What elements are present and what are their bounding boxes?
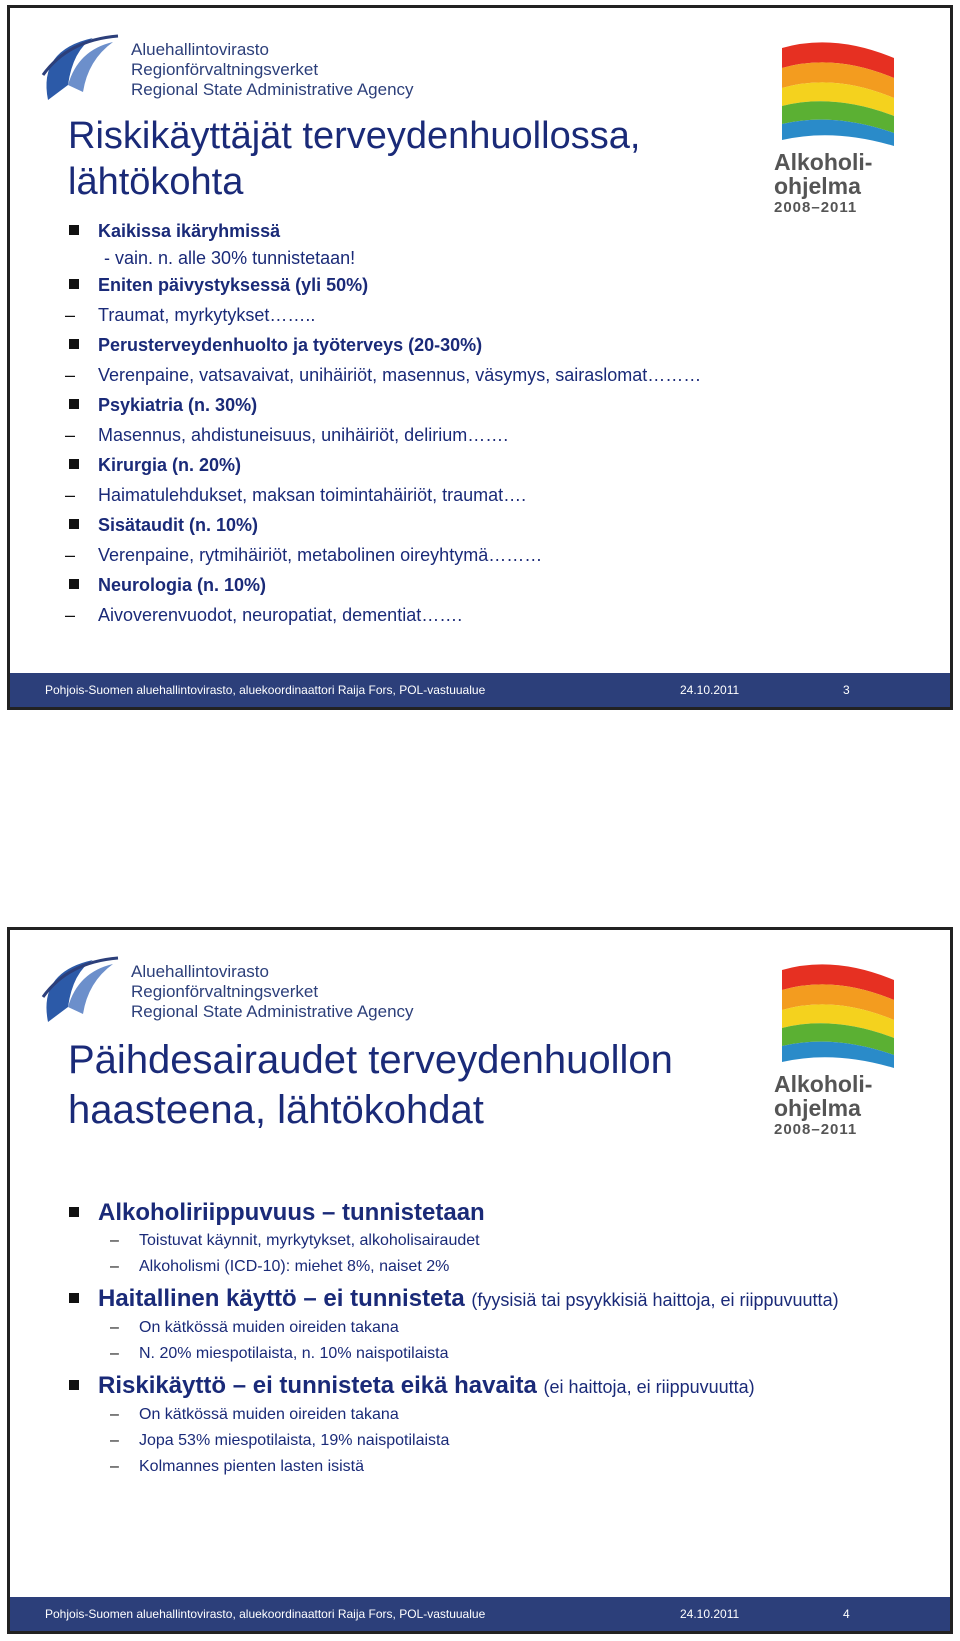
title-line-2: lähtökohta	[68, 161, 244, 203]
bullet-heading: Haitallinen käyttö – ei tunnisteta	[98, 1285, 465, 1312]
alko-line1: Alkoholi-	[774, 1071, 873, 1097]
agency-name	[131, 962, 414, 1022]
bullet-item	[65, 1284, 925, 1315]
agency-name-en: Regional State Administrative Agency	[131, 1002, 414, 1021]
dash-item: – Kolmannes pienten lasten isistä	[65, 1454, 925, 1480]
bullet-item	[65, 1371, 925, 1402]
dash-item: – Masennus, ahdistuneisuus, unihäiriöt, delirium…….	[65, 420, 925, 450]
alkoholiohjelma-logo	[774, 960, 904, 1145]
agency-name-fi: Aluehallintovirasto	[131, 40, 269, 59]
dash-item: – On kätkössä muiden oireiden takana	[65, 1315, 925, 1341]
agency-name-sv: Regionförvaltningsverket	[131, 60, 319, 79]
bullet-heading: Riskikäyttö – ei tunnisteta eikä havaita	[98, 1372, 537, 1399]
bullet-list	[65, 216, 925, 630]
dash-item: – Haimatulehdukset, maksan toimintahäiriöt, traumat….	[65, 480, 925, 510]
bullet-item: Kaikissa ikäryhmissä	[65, 216, 925, 246]
bullet-item: Neurologia (n. 10%)	[65, 570, 925, 600]
bullet-item: Eniten päivystyksessä (yli 50%)	[65, 270, 925, 300]
title-line-1: Päihdesairaudet terveydenhuollon	[68, 1038, 673, 1082]
bullet-item: Perusterveydenhuolto ja työterveys (20-30%)	[65, 330, 925, 360]
slide-title	[68, 113, 640, 205]
bullet-item: Sisätaudit (n. 10%)	[65, 510, 925, 540]
dash-item: – N. 20% miespotilaista, n. 10% naispotilaista	[65, 1341, 925, 1367]
bullet-heading: Alkoholiriippuvuus – tunnistetaan	[98, 1199, 485, 1226]
avi-logo	[38, 30, 414, 110]
footer-date: 24.10.2011	[680, 1607, 740, 1621]
slide-title	[68, 1035, 673, 1135]
avi-swoosh-icon	[38, 30, 128, 110]
agency-name	[131, 40, 414, 100]
dash-item: – Toistuvat käynnit, myrkytykset, alkoholisairaudet	[65, 1228, 925, 1254]
bullet-item	[65, 1198, 925, 1228]
slide-footer	[10, 1597, 950, 1631]
slide-footer	[10, 673, 950, 707]
alkoholiohjelma-text	[774, 1072, 904, 1140]
page-number: 4	[843, 1607, 850, 1621]
agency-name-sv: Regionförvaltningsverket	[131, 982, 319, 1001]
dash-item: – Verenpaine, vatsavaivat, unihäiriöt, masennus, väsymys, sairaslomat………	[65, 360, 925, 390]
bullet-note: (fyysisiä tai psyykkisiä haittoja, ei riippuvuutta)	[471, 1290, 839, 1310]
dash-item: – Alkoholismi (ICD-10): miehet 8%, naiset 2%	[65, 1254, 925, 1280]
title-line-1: Riskikäyttäjät terveydenhuollossa,	[68, 115, 641, 157]
bullet-list	[65, 1194, 925, 1480]
alko-line2: ohjelma	[774, 173, 861, 199]
avi-logo	[38, 952, 414, 1032]
agency-name-fi: Aluehallintovirasto	[131, 962, 269, 981]
dash-item: – Verenpaine, rytmihäiriöt, metabolinen oireyhtymä………	[65, 540, 925, 570]
bullet-subtext: - vain. n. alle 30% tunnistetaan!	[104, 248, 356, 268]
footer-date: 24.10.2011	[680, 683, 740, 697]
rainbow-wave-icon	[774, 960, 904, 1070]
agency-name-en: Regional State Administrative Agency	[131, 80, 414, 99]
footer-text: Pohjois-Suomen aluehallintovirasto, aluekoordinaattori Raija Fors, POL-vastuualue	[45, 683, 486, 697]
alko-line1: Alkoholi-	[774, 149, 873, 175]
alko-line2: ohjelma	[774, 1095, 861, 1121]
title-line-2: haasteena, lähtökohdat	[68, 1088, 484, 1132]
footer-text: Pohjois-Suomen aluehallintovirasto, aluekoordinaattori Raija Fors, POL-vastuualue	[45, 1607, 486, 1621]
alkoholiohjelma-text	[774, 150, 904, 218]
slide-4	[7, 927, 953, 1634]
dash-item: – On kätkössä muiden oireiden takana	[65, 1402, 925, 1428]
bullet-item: Psykiatria (n. 30%)	[65, 390, 925, 420]
page-number: 3	[843, 683, 850, 697]
alkoholiohjelma-logo	[774, 38, 904, 223]
dash-item: – Aivoverenvuodot, neuropatiat, dementiat…….	[65, 600, 925, 630]
dash-item: – Jopa 53% miespotilaista, 19% naispotilaista	[65, 1428, 925, 1454]
avi-swoosh-icon	[38, 952, 128, 1032]
alko-years: 2008–2011	[774, 199, 858, 216]
slide-3	[7, 5, 953, 710]
dash-item: – Traumat, myrkytykset……..	[65, 300, 925, 330]
rainbow-wave-icon	[774, 38, 904, 148]
alko-years: 2008–2011	[774, 1121, 858, 1138]
bullet-note: (ei haittoja, ei riippuvuutta)	[543, 1377, 755, 1397]
bullet-item: Kirurgia (n. 20%)	[65, 450, 925, 480]
